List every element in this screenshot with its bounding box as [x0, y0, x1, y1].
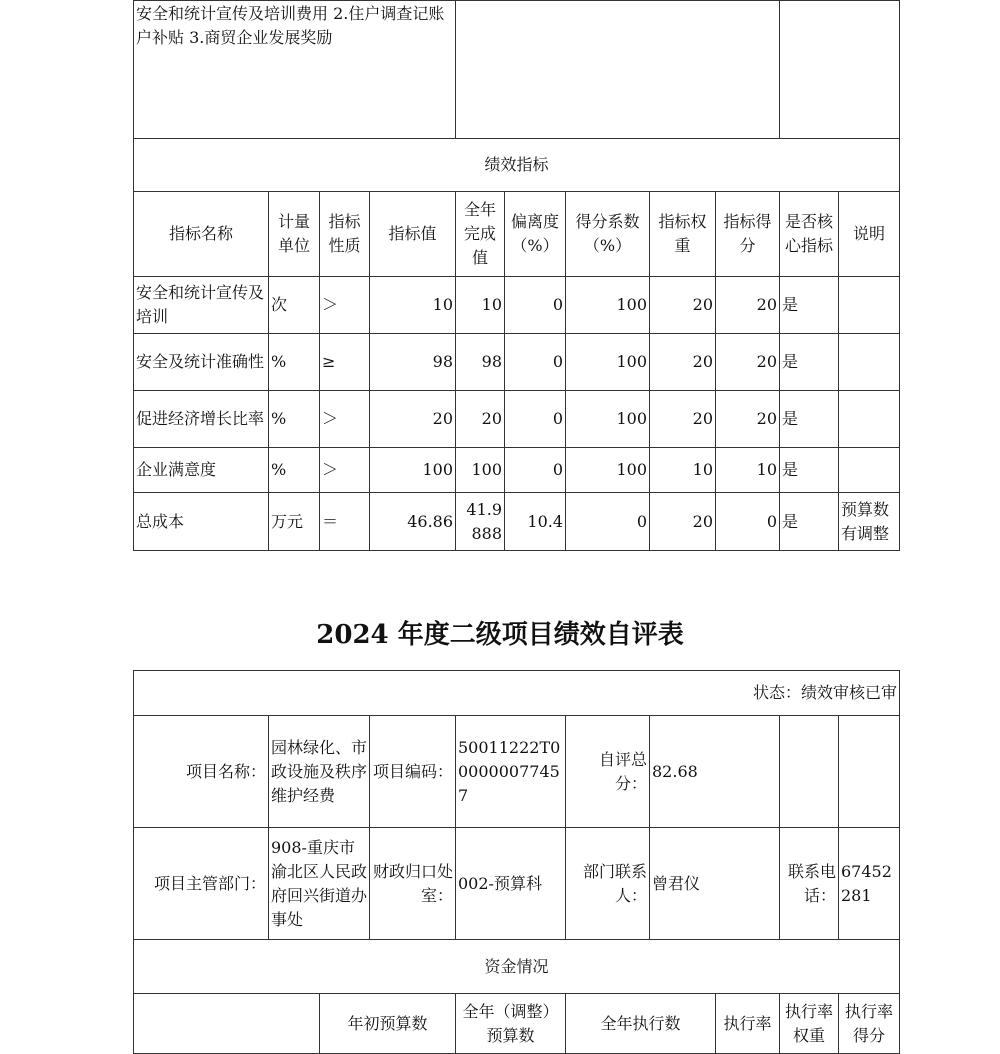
- header-core: 是否核心指标: [780, 192, 839, 277]
- row-coef: 0: [566, 493, 650, 551]
- row-actual: 100: [456, 448, 505, 493]
- header-name: 指标名称: [134, 192, 269, 277]
- empty-cell: [839, 716, 900, 828]
- row-score: 10: [716, 448, 780, 493]
- table-row: [134, 391, 900, 448]
- row-name: 安全及统计准确性: [134, 334, 269, 391]
- row-deviation: 0: [505, 391, 566, 448]
- row-nature: ＞: [320, 391, 370, 448]
- row-unit: %: [269, 334, 320, 391]
- row-deviation: 0: [505, 334, 566, 391]
- content-text: 安全和统计宣传及培训费用 2.住户调查记账户补贴 3.商贸企业发展奖励: [134, 1, 456, 139]
- row-coef: 100: [566, 448, 650, 493]
- row-nature: ≥: [320, 334, 370, 391]
- row-note: [839, 391, 900, 448]
- row-note: 预算数有调整: [839, 493, 900, 551]
- funds-header-rate-score: 执行率得分: [839, 994, 900, 1054]
- row-weight: 20: [650, 334, 716, 391]
- row-weight: 10: [650, 448, 716, 493]
- row-coef: 100: [566, 277, 650, 334]
- row-target: 98: [370, 334, 456, 391]
- contact-label: 部门联系人：: [566, 828, 650, 940]
- row-actual: 98: [456, 334, 505, 391]
- self-score: 82.68: [650, 716, 780, 828]
- row-weight: 20: [650, 493, 716, 551]
- funds-header-initial: 年初预算数: [320, 994, 456, 1054]
- row-name: 促进经济增长比率: [134, 391, 269, 448]
- row-core: 是: [780, 391, 839, 448]
- row-target: 10: [370, 277, 456, 334]
- row-actual: 10: [456, 277, 505, 334]
- row-name: 企业满意度: [134, 448, 269, 493]
- row-weight: 20: [650, 277, 716, 334]
- phone: 67452281: [839, 828, 900, 940]
- row-core: 是: [780, 493, 839, 551]
- row-note: [839, 334, 900, 391]
- row-deviation: 10.4: [505, 493, 566, 551]
- project-code-label: 项目编码：: [370, 716, 456, 828]
- project-name: 园林绿化、市政设施及秩序维护经费: [269, 716, 370, 828]
- funds-header-rate-weight: 执行率权重: [780, 994, 839, 1054]
- row-target: 46.86: [370, 493, 456, 551]
- table-row: [134, 334, 900, 391]
- row-score: 20: [716, 277, 780, 334]
- row-name: 安全和统计宣传及培训: [134, 277, 269, 334]
- empty-cell: [134, 994, 320, 1054]
- funds-header-adjusted: 全年（调整）预算数: [456, 994, 566, 1054]
- row-score: 20: [716, 391, 780, 448]
- funds-title: 资金情况: [134, 940, 900, 994]
- section-title: 绩效指标: [134, 139, 900, 192]
- row-nature: ＞: [320, 448, 370, 493]
- header-coef: 得分系数（%）: [566, 192, 650, 277]
- header-nature: 指标性质: [320, 192, 370, 277]
- row-unit: %: [269, 391, 320, 448]
- row-deviation: 0: [505, 448, 566, 493]
- row-coef: 100: [566, 391, 650, 448]
- row-actual: 20: [456, 391, 505, 448]
- header-unit: 计量单位: [269, 192, 320, 277]
- row-nature: ＞: [320, 277, 370, 334]
- project-name-label: 项目名称：: [134, 716, 269, 828]
- table-row: [134, 448, 900, 493]
- row-deviation: 0: [505, 277, 566, 334]
- empty-cell: [780, 716, 839, 828]
- row-score: 0: [716, 493, 780, 551]
- row-name: 总成本: [134, 493, 269, 551]
- row-target: 100: [370, 448, 456, 493]
- header-weight: 指标权重: [650, 192, 716, 277]
- row-score: 20: [716, 334, 780, 391]
- self-score-label: 自评总分：: [566, 716, 650, 828]
- row-actual: 41.9888: [456, 493, 505, 551]
- row-nature: ＝: [320, 493, 370, 551]
- row-core: 是: [780, 448, 839, 493]
- funds-header-rate: 执行率: [716, 994, 780, 1054]
- row-unit: %: [269, 448, 320, 493]
- empty-cell: [456, 1, 780, 139]
- empty-cell: [780, 1, 900, 139]
- performance-indicator-table: [133, 0, 900, 551]
- form-title: 2024 年度二级项目绩效自评表: [316, 620, 684, 650]
- table-row: [134, 277, 900, 334]
- contact: 曾君仪: [650, 828, 780, 940]
- row-unit: 万元: [269, 493, 320, 551]
- self-evaluation-table: [133, 670, 900, 1054]
- phone-label: 联系电话：: [780, 828, 839, 940]
- header-actual: 全年完成值: [456, 192, 505, 277]
- row-note: [839, 277, 900, 334]
- row-unit: 次: [269, 277, 320, 334]
- table-row: [134, 493, 900, 551]
- header-note: 说明: [839, 192, 900, 277]
- row-weight: 20: [650, 391, 716, 448]
- header-deviation: 偏离度（%）: [505, 192, 566, 277]
- row-coef: 100: [566, 334, 650, 391]
- dept: 908-重庆市渝北区人民政府回兴街道办事处: [269, 828, 370, 940]
- status-text: 状态：绩效审核已审: [134, 671, 900, 716]
- row-core: 是: [780, 334, 839, 391]
- header-score: 指标得分: [716, 192, 780, 277]
- row-note: [839, 448, 900, 493]
- funds-header-executed: 全年执行数: [566, 994, 716, 1054]
- finance-label: 财政归口处室：: [370, 828, 456, 940]
- header-target: 指标值: [370, 192, 456, 277]
- row-core: 是: [780, 277, 839, 334]
- row-target: 20: [370, 391, 456, 448]
- dept-label: 项目主管部门：: [134, 828, 269, 940]
- project-code: 50011222T000000077457: [456, 716, 566, 828]
- finance: 002-预算科: [456, 828, 566, 940]
